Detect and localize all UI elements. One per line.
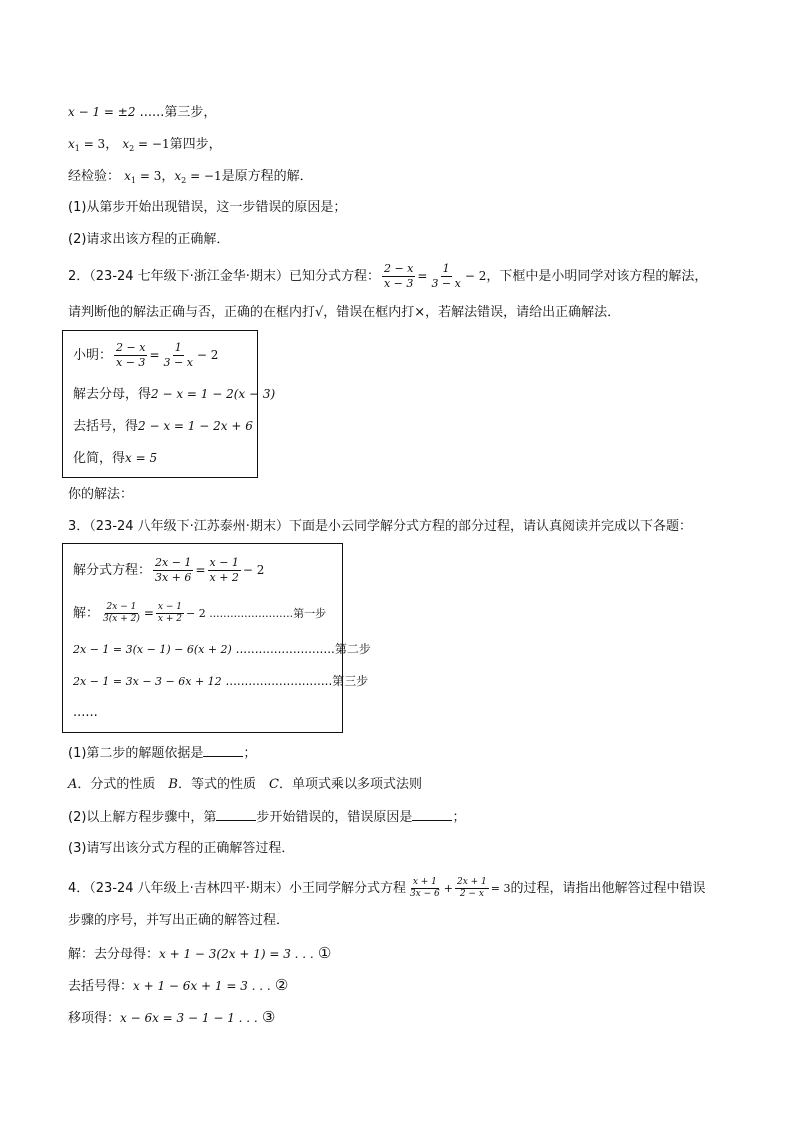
step-text: 解： xyxy=(73,606,100,621)
numerator: 2 − x xyxy=(116,341,146,354)
student-name: 小明： xyxy=(73,348,113,363)
denominator: x + 2 xyxy=(157,614,182,624)
q1-text: (1)第二步的解题依据是 xyxy=(68,746,204,761)
p2-solution-box xyxy=(62,330,276,478)
step-text: 移项得： xyxy=(68,1011,121,1026)
numerator: 2x − 1 xyxy=(155,556,192,569)
denominator: 3x − 6 xyxy=(409,889,440,899)
step-math: x + 1 − 3(2x + 1) = 3 . . . xyxy=(159,947,314,961)
minus-two: − 2 xyxy=(464,269,487,283)
denominator: x − 3 xyxy=(116,356,146,369)
p2-intro: 2．（23-24 七年级下·浙江金华·期末）已知分式方程： xyxy=(68,269,380,284)
box-fraction-1 xyxy=(114,341,147,370)
denominator: 3 − x xyxy=(163,356,193,369)
step-math: 2 − x = 1 − 2(x − 3) xyxy=(151,387,276,401)
prev-check xyxy=(68,167,313,190)
equals-three: = 3 xyxy=(490,882,511,895)
p3-box-line2: 解： $\frac{2x - 1}{3(x + 2)}$ = $\frac{x - 1}{x + 2}$ − 2 ........................第一步 xyxy=(73,602,327,624)
step-math: 2 − x = 1 − 2x + 6 xyxy=(138,419,253,433)
denominator: x + 2 xyxy=(209,571,239,584)
step-text: 化简，得 xyxy=(73,451,126,466)
var-x2: x xyxy=(174,169,182,183)
box-fraction-2 xyxy=(162,341,195,370)
fraction-3 xyxy=(101,602,142,625)
prev-q2: (2)请求出该方程的正确解． xyxy=(68,232,230,247)
p3-box-line5: ...... xyxy=(73,705,98,720)
step-math: x − 6x = 3 − 1 − 1 . . . xyxy=(120,1011,258,1025)
denominator: 3(x + 2) xyxy=(103,614,140,624)
p3-q3: (3)请写出该分式方程的正确解答过程． xyxy=(68,841,295,856)
numerator: x − 1 xyxy=(157,602,182,612)
option-c-letter: C xyxy=(268,777,279,792)
numerator: 1 xyxy=(442,262,450,275)
minus-two: − 2 xyxy=(196,348,219,362)
var-x1: x xyxy=(68,137,75,151)
numerator: 2x + 1 xyxy=(456,877,487,887)
var-x2: x xyxy=(122,137,130,151)
p2-box-line4 xyxy=(73,449,157,468)
p4-intro-line xyxy=(68,877,706,900)
answer-blank[interactable] xyxy=(216,808,256,821)
step3-tail: ......第三步， xyxy=(135,105,217,120)
step-math: 2x − 1 = 3(x − 1) − 6(x + 2) xyxy=(73,643,232,656)
check-prefix: 经检验： xyxy=(68,169,121,184)
p2-box-line1 xyxy=(73,341,218,370)
p3-intro: 3．（23-24 八年级下·江苏泰州·期末）下面是小云同学解分式方程的部分过程，请认真阅读并完成以下各题： xyxy=(68,519,692,534)
option-b-letter: B xyxy=(168,777,178,792)
p4-fraction-2 xyxy=(455,877,489,900)
p4-intro: 4．（23-24 八年级上·吉林四平·期末）小王同学解分式方程 xyxy=(68,881,406,896)
option-a-letter: A xyxy=(68,777,78,792)
p4-intro-tail: 的过程，请指出他解答过程中错误 xyxy=(510,881,706,896)
step-text: 解去分母，得 xyxy=(73,387,152,402)
step-marker: ① xyxy=(317,944,332,962)
answer-blank[interactable] xyxy=(203,744,243,757)
q2-text-c: ； xyxy=(452,810,466,825)
denominator: 3 − x xyxy=(431,277,461,290)
step-math: x = 5 xyxy=(125,451,158,465)
step3-math: x − 1 = ±2 xyxy=(68,105,136,119)
p4-step1 xyxy=(68,944,331,964)
step-text: 解分式方程： xyxy=(73,563,152,578)
sub-2: 2 xyxy=(181,176,187,185)
p3-solution-box xyxy=(62,543,371,733)
denominator: 3x + 6 xyxy=(155,571,192,584)
fraction-4 xyxy=(156,602,184,625)
equals: = xyxy=(149,348,160,362)
eq-2: = −1 xyxy=(134,137,170,151)
step-tail: ............................第三步 xyxy=(221,674,369,688)
step-tail: ..........................第二步 xyxy=(231,642,371,656)
prev-step4 xyxy=(68,135,222,158)
option-b-text: ．等式的性质 xyxy=(177,777,269,792)
p2-box-line3 xyxy=(73,417,253,436)
p2-line2: 请判断他的解法正确与否，正确的在框内打√，错误在框内打×，若解法错误，请给出正确解法． xyxy=(68,305,621,320)
p3-options xyxy=(68,776,422,794)
sub-2: 2 xyxy=(129,144,135,153)
numerator: 2x − 1 xyxy=(106,602,137,612)
prev-step3 xyxy=(68,103,216,122)
step-text: 去括号，得 xyxy=(73,419,139,434)
q2-text-b: 步开始错误的，错误原因是 xyxy=(256,810,413,825)
step-text: 去括号得： xyxy=(68,979,134,994)
p3-q1 xyxy=(68,744,256,763)
p2-answer-label: 你的解法： xyxy=(68,487,134,502)
eq-1: = 3 xyxy=(79,137,106,151)
step-math: 2x − 1 = 3x − 3 − 6x + 12 xyxy=(73,675,222,688)
answer-blank[interactable] xyxy=(412,808,452,821)
p2-fraction-2 xyxy=(429,262,462,291)
p3-q2 xyxy=(68,808,465,827)
p2-intro-line xyxy=(68,262,707,291)
p3-box-line4 xyxy=(73,672,368,691)
sub-1: 1 xyxy=(130,176,137,185)
step4-tail: 第四步， xyxy=(169,137,222,152)
p2-box-line2 xyxy=(73,385,275,404)
denominator: x − 3 xyxy=(383,277,414,290)
prev-q1: (1)从第步开始出现错误，这一步错误的原因是； xyxy=(68,200,347,215)
fraction-2 xyxy=(208,556,241,585)
separator: ， xyxy=(161,169,175,184)
step-marker: ③ xyxy=(261,1008,276,1026)
numerator: 2 − x xyxy=(383,262,414,275)
option-c-text: ．单项式乘以多项式法则 xyxy=(278,777,422,792)
p4-fraction-1 xyxy=(408,877,442,900)
step-math: x + 1 − 6x + 1 = 3 . . . xyxy=(133,979,271,993)
var-x1: x xyxy=(124,169,131,183)
numerator: x + 1 xyxy=(412,877,437,887)
minus-two: − 2 xyxy=(242,563,265,577)
p4-step2 xyxy=(68,976,288,996)
p3-box-line3 xyxy=(73,640,371,659)
p4-line2: 步骤的序号，并写出正确的解答过程． xyxy=(68,913,290,928)
option-a-text: ．分式的性质 xyxy=(77,777,169,792)
step-tail: − 2 ........................第一步 xyxy=(185,607,327,620)
step-marker: ② xyxy=(274,976,289,994)
p4-step3 xyxy=(68,1008,275,1028)
p2-fraction-1 xyxy=(382,262,415,291)
equals: = xyxy=(417,269,428,283)
p2-intro-tail: ，下框中是小明同学对该方程的解法， xyxy=(486,269,708,284)
eq-2: = −1 xyxy=(186,169,222,183)
eq-1: = 3 xyxy=(136,169,162,183)
denominator: 2 − x xyxy=(459,889,484,899)
plus: + xyxy=(443,882,453,895)
q1-tail: ； xyxy=(243,746,257,761)
q2-text-a: (2)以上解方程步骤中，第 xyxy=(68,810,217,825)
sub-1: 1 xyxy=(74,144,80,153)
numerator: x − 1 xyxy=(209,556,239,569)
fraction-1 xyxy=(153,556,193,585)
step-text: 解：去分母得： xyxy=(68,947,160,962)
check-tail: 是原方程的解． xyxy=(221,169,313,184)
separator: ， xyxy=(105,137,119,152)
numerator: 1 xyxy=(174,341,182,354)
p3-box-line1: 解分式方程： $\frac{2x - 1}{3x + 6}$ = $\frac{x - 1}{x + 2}$ − 2 xyxy=(73,556,265,584)
